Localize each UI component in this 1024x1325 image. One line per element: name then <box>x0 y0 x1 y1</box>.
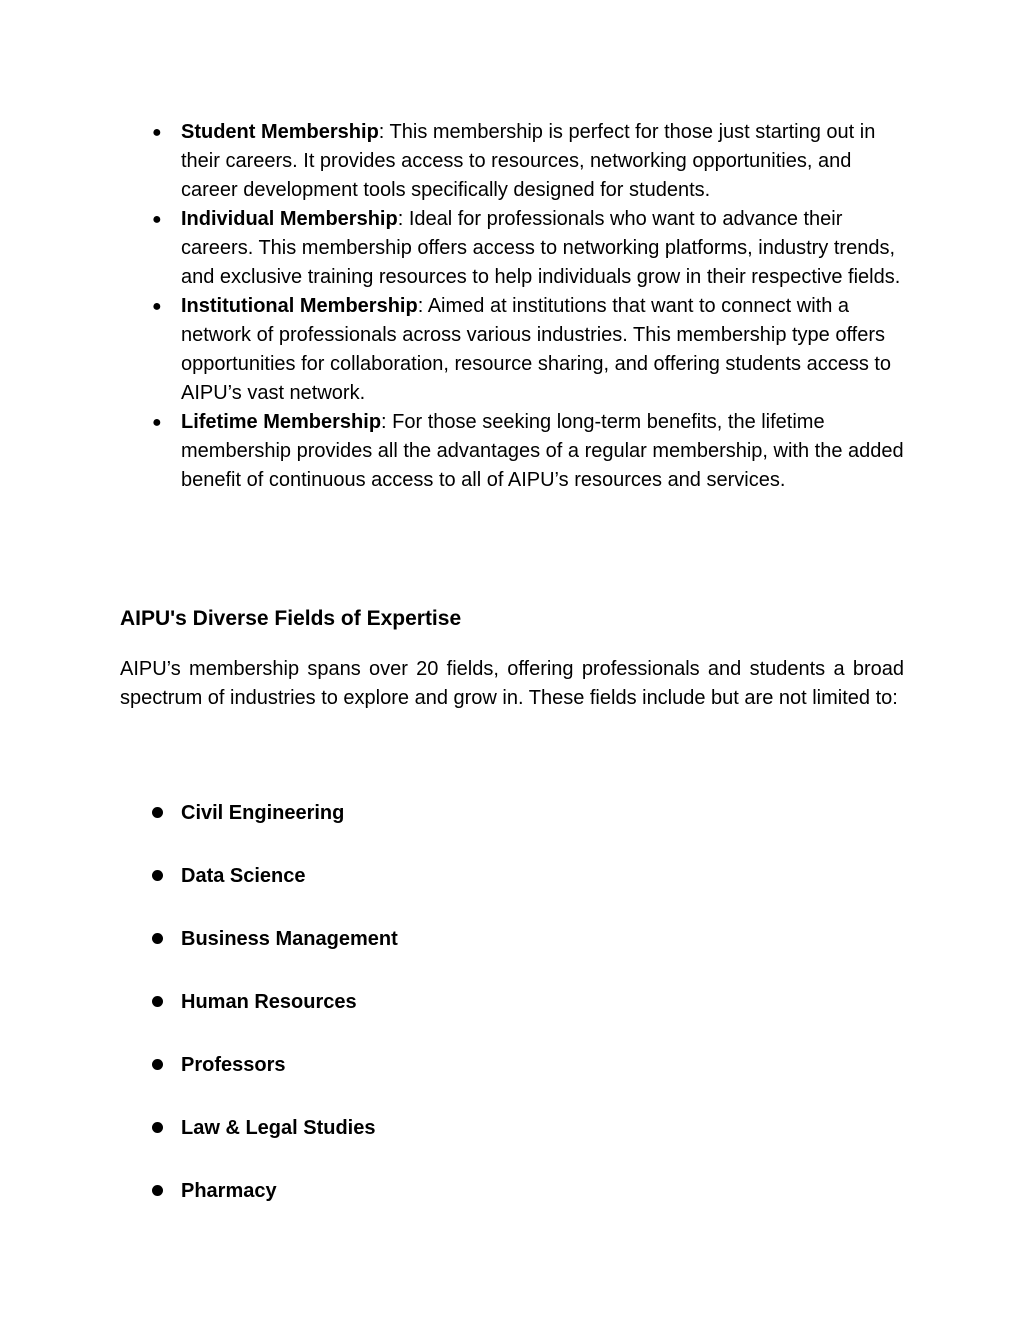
field-item-professors <box>120 1049 720 1112</box>
field-label: Data Science <box>181 865 306 887</box>
membership-description: : Aimed at institutions that want to connect with a network of professionals across various industries. This membership type offers opportunities for collaboration, resource sharing, and offering students access to AIPU’s vast network. <box>181 295 892 404</box>
field-label: Business Management <box>181 928 398 950</box>
bullet-icon: ● <box>152 414 162 431</box>
membership-description: : Ideal for professionals who want to advance their careers. This membership offers access to networking platforms, industry trends, and exclusive training resources to help individuals grow in their respective fields. <box>181 208 901 288</box>
bullet-icon <box>152 1059 163 1070</box>
bullet-icon: ● <box>152 211 162 228</box>
bullet-icon <box>152 870 163 881</box>
membership-description: : For those seeking long-term benefits, the lifetime membership provides all the advantages of a regular membership, with the added benefit of continuous access to all of AIPU’s resources and services. <box>181 411 904 491</box>
bullet-icon <box>152 1185 163 1196</box>
membership-item-student <box>120 118 910 205</box>
membership-title: Student Membership <box>181 121 379 143</box>
field-item-civil-engineering <box>120 797 720 860</box>
membership-description: : This membership is perfect for those just starting out in their careers. It provides access to resources, networking opportunities, and career development tools specifically designed for students. <box>181 121 876 201</box>
field-label: Professors <box>181 1054 286 1076</box>
bullet-icon <box>152 807 163 818</box>
section-heading: AIPU's Diverse Fields of Expertise <box>120 607 462 630</box>
membership-item-individual <box>120 205 910 292</box>
field-item-data-science <box>120 860 720 923</box>
bullet-icon <box>152 996 163 1007</box>
field-label: Pharmacy <box>181 1180 277 1202</box>
field-label: Human Resources <box>181 991 357 1013</box>
bullet-icon <box>152 933 163 944</box>
membership-title: Lifetime Membership <box>181 411 382 433</box>
field-item-business-management <box>120 923 720 986</box>
membership-title: Institutional Membership <box>181 295 418 317</box>
field-label: Civil Engineering <box>181 802 345 824</box>
membership-item-lifetime <box>120 408 910 495</box>
bullet-icon <box>152 1122 163 1133</box>
field-label: Law & Legal Studies <box>181 1117 376 1139</box>
fields-list <box>120 797 720 1238</box>
field-item-human-resources <box>120 986 720 1049</box>
membership-list <box>120 118 910 495</box>
bullet-icon: ● <box>152 298 162 315</box>
bullet-icon: ● <box>152 124 162 141</box>
membership-item-institutional <box>120 292 910 408</box>
field-item-pharmacy <box>120 1175 720 1238</box>
membership-title: Individual Membership <box>181 208 398 230</box>
intro-paragraph: AIPU’s membership spans over 20 fields, offering professionals and students a broad spectrum of industries to explore and grow in. These fields include but are not limited to: <box>120 658 904 709</box>
field-item-law-legal-studies <box>120 1112 720 1175</box>
